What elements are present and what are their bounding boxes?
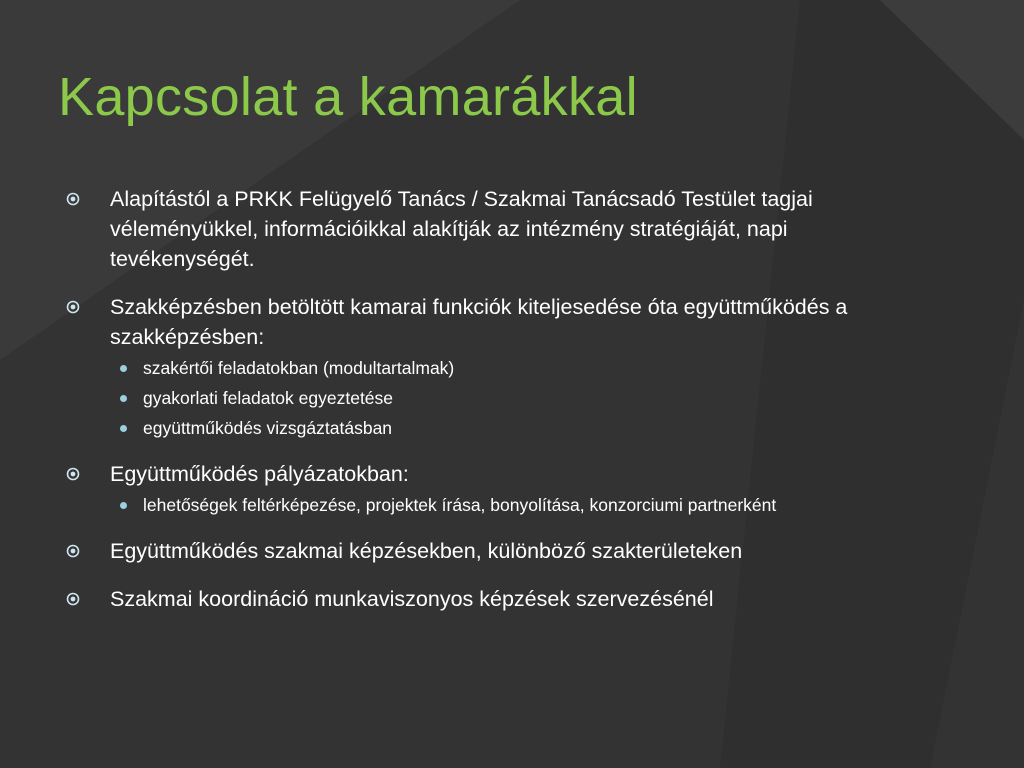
sub-bullet-list <box>110 356 924 441</box>
bullet-item <box>64 459 924 518</box>
sub-bullet-text: lehetőségek feltérképezése, projektek írása, bonyolítása, konzorciumi partnerként <box>143 495 777 515</box>
sub-bullet-text: gyakorlati feladatok egyeztetése <box>143 388 394 408</box>
bullet-list <box>64 184 924 632</box>
bullet-text: Együttműködés pályázatokban: <box>110 462 409 486</box>
ring-bullet-icon <box>66 300 80 314</box>
ring-bullet-icon <box>66 544 80 558</box>
sub-bullet-item <box>110 356 924 381</box>
bullet-item <box>64 584 924 614</box>
bullet-item <box>64 292 924 441</box>
bullet-text: Szakképzésben betöltött kamarai funkciók kiteljesedése óta együttműködés a szakképzésben: <box>110 295 848 349</box>
sub-bullet-text: szakértői feladatokban (modultartalmak) <box>143 358 455 378</box>
ring-bullet-icon <box>66 192 80 206</box>
sub-bullet-item <box>110 386 924 411</box>
dot-bullet-icon <box>120 425 127 432</box>
sub-bullet-list <box>110 493 924 518</box>
slide-title: Kapcsolat a kamarákkal <box>58 67 638 127</box>
bullet-text: Együttműködés szakmai képzésekben, különböző szakterületeken <box>110 539 743 563</box>
dot-bullet-icon <box>120 365 127 372</box>
dot-bullet-icon <box>120 502 127 509</box>
ring-bullet-icon <box>66 467 80 481</box>
dot-bullet-icon <box>120 395 127 402</box>
bullet-text: Szakmai koordináció munkaviszonyos képzések szervezésénél <box>110 587 714 611</box>
sub-bullet-item <box>110 416 924 441</box>
bullet-text: Alapítástól a PRKK Felügyelő Tanács / Szakmai Tanácsadó Testület tagjai véleményükkel, információikkal alakítják az intézmény stratégiáját, napi tevékenységét. <box>110 187 813 271</box>
bullet-item <box>64 184 924 274</box>
bullet-item <box>64 536 924 566</box>
ring-bullet-icon <box>66 592 80 606</box>
sub-bullet-text: együttműködés vizsgáztatásban <box>143 418 393 438</box>
sub-bullet-item <box>110 493 924 518</box>
